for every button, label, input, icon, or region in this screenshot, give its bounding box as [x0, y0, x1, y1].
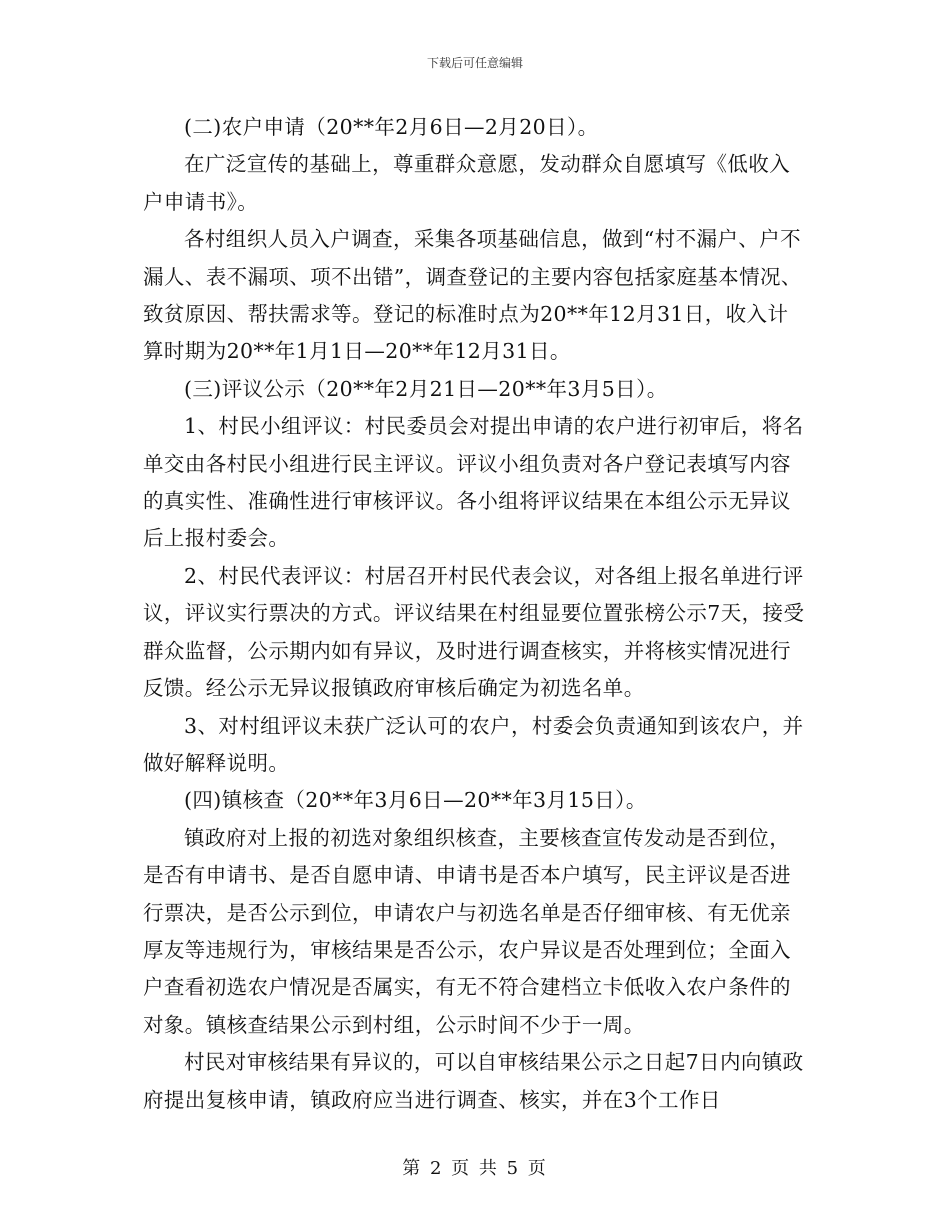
paragraph: 2、村民代表评议：村居召开村民代表会议，对各组上报名单进行评议，评议实行票决的方式。评议结果在村组显要位置张榜公示7天，接受群众监督，公示期内如有异议，及时进行调查核实，并将核实情况进行反馈。经公示无异议报镇政府审核后确定为初选名单。	[143, 563, 805, 701]
paragraph: 3、对村组评议未获广泛认可的农户，村委会负责通知到该农户，并做好解释说明。	[143, 713, 804, 775]
page-header: 下载后可任意编辑	[426, 56, 523, 70]
document-body	[143, 109, 807, 1119]
section-heading-review: (三)评议公示（20**年2月21日—20**年3月5日）。	[184, 376, 668, 401]
section-heading-application: (二)农户申请（20**年2月6日—2月20日）。	[184, 115, 599, 139]
page-footer: 第 2 页 共 5 页	[402, 1158, 548, 1179]
paragraph: 村民对审核结果有异议的，可以自审核结果公示之日起7日内向镇政府提出复核申请，镇政府应当进行调查、核实，并在3个工作日	[143, 1050, 804, 1112]
paragraph: 在广泛宣传的基础上，尊重群众意愿，发动群众自愿填写《低收入户申请书》。	[143, 152, 791, 214]
paragraph: 各村组织人员入户调查，采集各项基础信息，做到“村不漏户、户不漏人、表不漏项、项不出错”，调查登记的主要内容包括家庭基本情况、致贫原因、帮扶需求等。登记的标准时点为20**年12月31日，收入计算时期为20**年1月1日—20**年12月31日。	[143, 227, 802, 364]
paragraph: 1、村民小组评议：村民委员会对提出申请的农户进行初审后，将名单交由各村民小组进行民主评议。评议小组负责对各户登记表填写内容的真实性、准确性进行审核评议。各小组将评议结果在本组公示无异议后上报村委会。	[143, 414, 804, 551]
section-heading-town-check: (四)镇核查（20**年3月6日—20**年3月15日）。	[184, 788, 647, 813]
paragraph: 镇政府对上报的初选对象组织核查，主要核查宣传发动是否到位，是否有申请书、是否自愿申请、申请书是否本户填写，民主评议是否进行票决，是否公示到位，申请农户与初选名单是否仔细审核、有无优亲厚友等违规行为，审核结果是否公示，农户异议是否处理到位；全面入户查看初选农户情况是否属实，有无不符合建档立卡低收入农户条件的对象。镇核查结果公示到村组，公示时间不少于一周。	[143, 825, 791, 1037]
